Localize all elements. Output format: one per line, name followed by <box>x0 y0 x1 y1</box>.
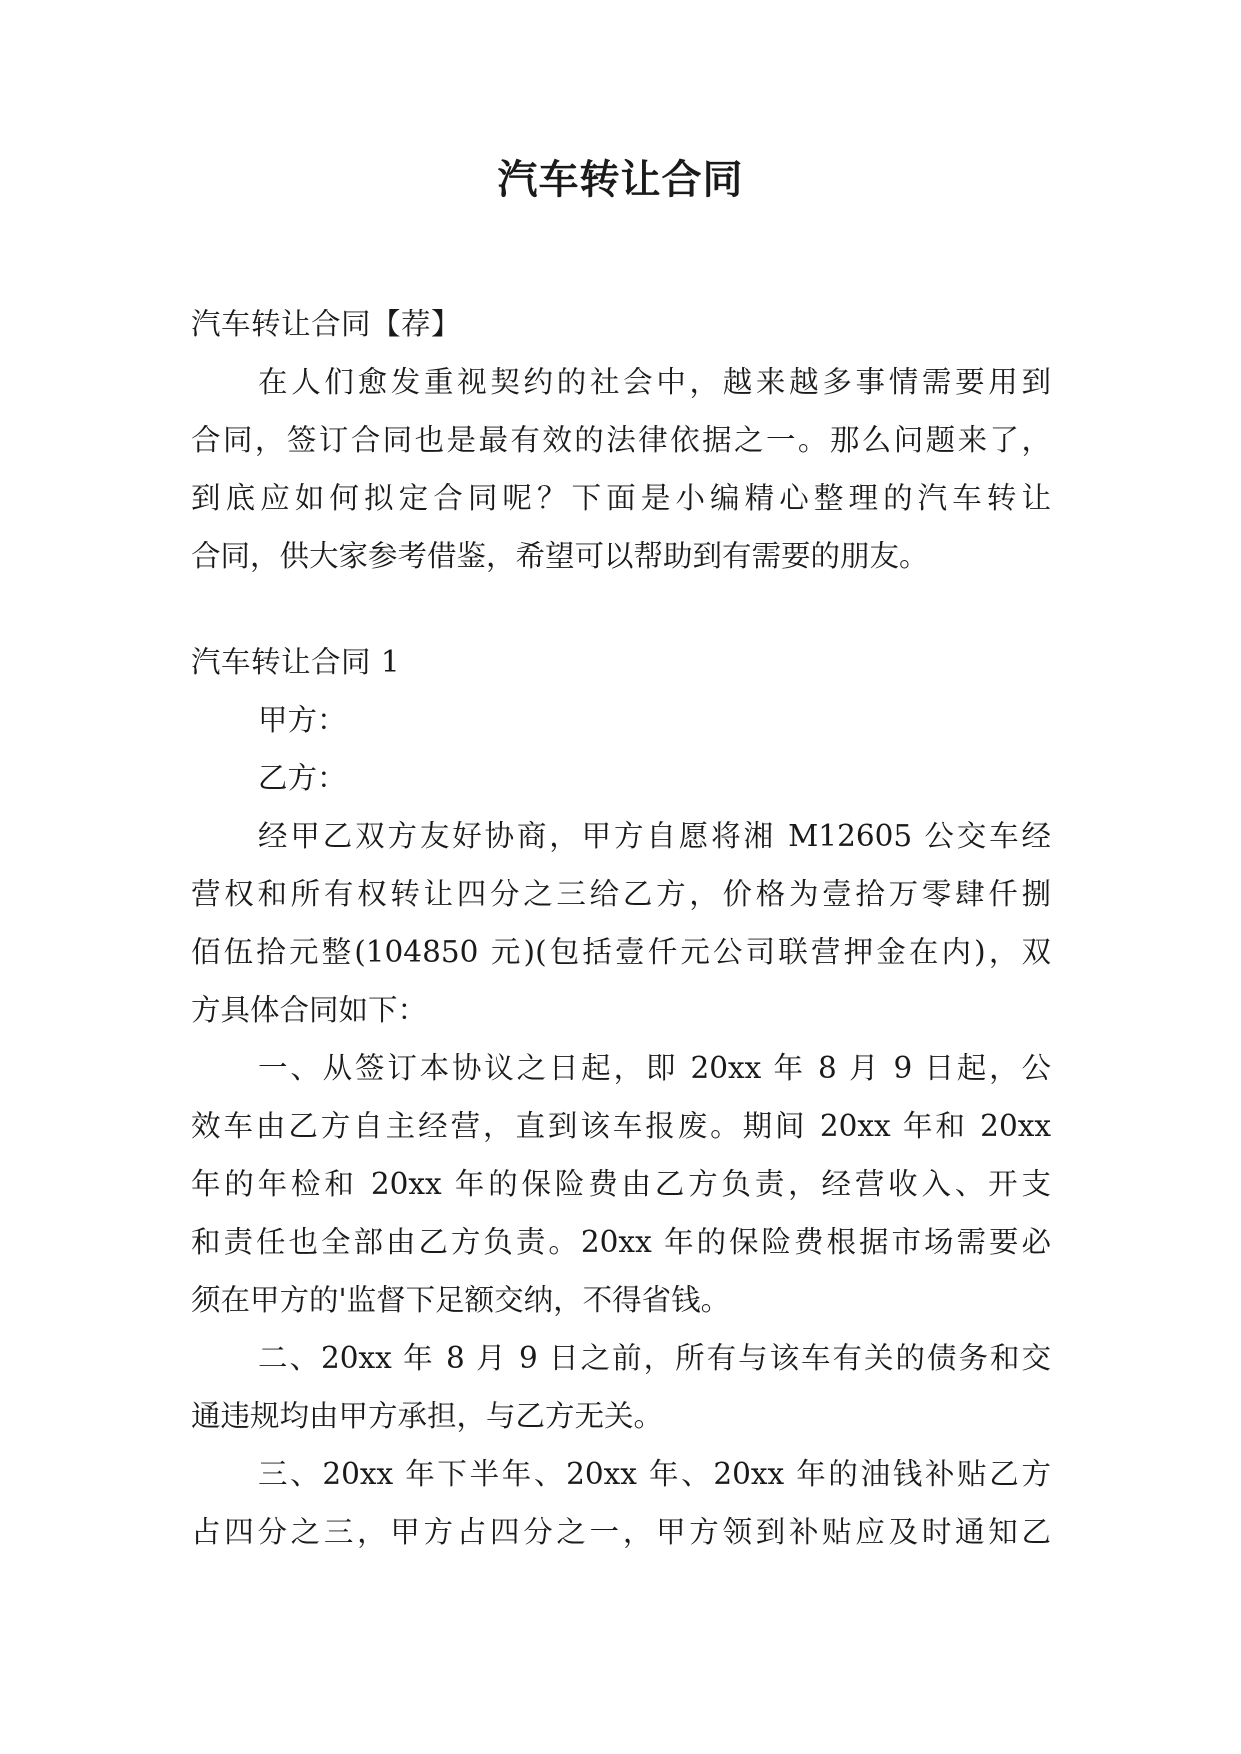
clause-preamble <box>191 807 1051 1039</box>
clause-three <box>191 1445 1051 1561</box>
party-b-label: 乙方： <box>258 761 347 795</box>
party-a-label: 甲方： <box>258 703 347 737</box>
clause-two <box>191 1329 1051 1445</box>
clause-line: 营权和所有权转让四分之三给乙方，价格为壹拾万零肆仟捌 <box>191 877 1051 911</box>
contract-heading: 汽车转让合同 1 <box>191 645 401 679</box>
clause-line: 佰伍拾元整(104850 元)(包括壹仟元公司联营押金在内)，双 <box>191 935 1051 969</box>
intro-line: 在人们愈发重视契约的社会中，越来越多事情需要用到 <box>258 365 1051 399</box>
clause-line: 效车由乙方自主经营，直到该车报废。期间 20xx 年和 20xx <box>191 1109 1051 1143</box>
clause-line: 二、20xx 年 8 月 9 日之前，所有与该车有关的债务和交 <box>258 1341 1051 1375</box>
paragraph-spacer <box>191 585 1051 633</box>
intro-line: 合同，供大家参考借鉴，希望可以帮助到有需要的朋友。 <box>191 539 929 573</box>
clause-line: 方具体合同如下： <box>191 993 428 1027</box>
document-title: 汽车转让合同 <box>497 157 744 203</box>
clause-line: 三、20xx 年下半年、20xx 年、20xx 年的油钱补贴乙方 <box>258 1457 1051 1491</box>
document-body <box>191 295 1051 1561</box>
clause-line: 和责任也全部由乙方负责。20xx 年的保险费根据市场需要必 <box>191 1225 1051 1259</box>
clause-line: 经甲乙双方友好协商，甲方自愿将湘 M12605 公交车经 <box>258 819 1051 853</box>
clause-line: 占四分之三，甲方占四分之一，甲方领到补贴应及时通知乙 <box>191 1515 1051 1549</box>
intro-paragraph <box>191 353 1051 585</box>
clause-line: 年的年检和 20xx 年的保险费由乙方负责，经营收入、开支 <box>191 1167 1051 1201</box>
clause-line: 须在甲方的'监督下足额交纳，不得省钱。 <box>191 1283 731 1317</box>
clause-one <box>191 1039 1051 1329</box>
document-subtitle: 汽车转让合同【荐】 <box>191 307 462 341</box>
intro-line: 合同，签订合同也是最有效的法律依据之一。那么问题来了， <box>191 423 1051 457</box>
intro-line: 到底应如何拟定合同呢？下面是小编精心整理的汽车转让 <box>191 481 1051 515</box>
clause-line: 通违规均由甲方承担，与乙方无关。 <box>191 1399 664 1433</box>
clause-line: 一、从签订本协议之日起，即 20xx 年 8 月 9 日起，公 <box>258 1051 1051 1085</box>
